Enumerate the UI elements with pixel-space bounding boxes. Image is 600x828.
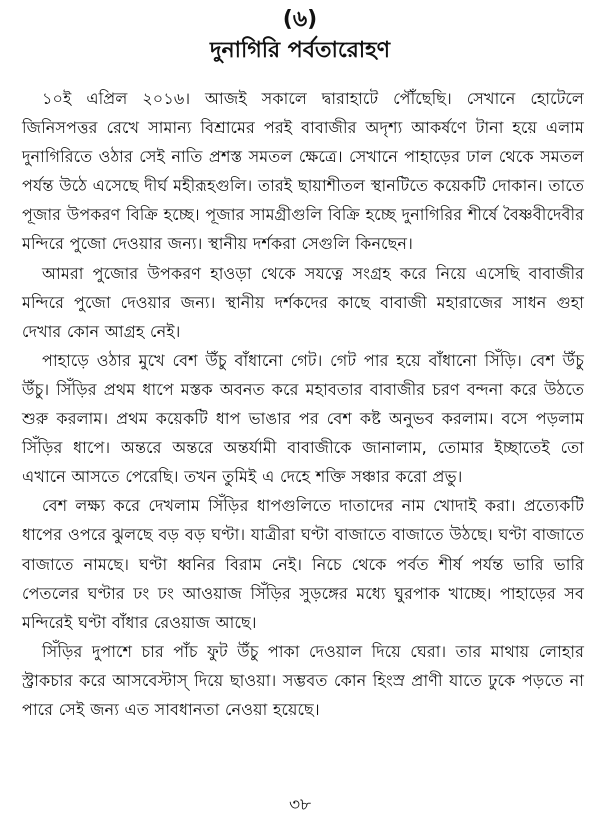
chapter-title: দুনাগিরি পর্বতারোহণ <box>209 38 391 63</box>
page-number: ৩৮ <box>288 795 312 815</box>
paragraph: পাহাড়ে ওঠার মুখে বেশ উঁচু বাঁধানো গেট। গেট পার হয়ে বাঁধানো সিঁড়ি। বেশ উঁচু উঁচু। সিঁড়ির প্রথম ধাপে মস্তক অবনত করে মহাবতার বাবাজীর চরণ বন্দনা করে উঠতে শুরু করলাম। প্রথম কয়েকটি ধাপ ভাঙার পর বেশ কষ্ট অনুভব করলাম। বসে পড়লাম সিঁড়ির ধাপে। অন্তরে অন্তরে অন্তর্যামী বাবাজীকে জানালাম, তোমার ইচ্ছাতেই তো এখানে আসতে পেরেছি। তখন তুমিই এ দেহে শক্তি সঞ্চার করো প্রভু। <box>22 350 584 487</box>
body-text <box>22 84 584 724</box>
chapter-number: (৬) <box>282 7 318 32</box>
paragraph: বেশ লক্ষ্য করে দেখলাম সিঁড়ির ধাপগুলিতে দাতাদের নাম খোদাই করা। প্রত্যেকটি ধাপের ওপরে ঝুলছে বড় বড় ঘণ্টা। যাত্রীরা ঘণ্টা বাজাতে বাজাতে উঠছে। ঘণ্টা বাজাতে বাজাতে নামছে। ঘণ্টা ধ্বনির বিরাম নেই। নিচে থেকে পর্বত শীর্ষ পর্যন্ত ভারি ভারি পেতলের ঘণ্টার ঢং ঢং আওয়াজ সিঁড়ির সুড়ঙ্গের মধ্যে ঘুরপাক খাচ্ছে। পাহাড়ের সব মন্দিরেই ঘণ্টা বাঁধার রেওয়াজ আছে। <box>22 496 584 632</box>
paragraph: আমরা পুজোর উপকরণ হাওড়া থেকে সযত্নে সংগ্রহ করে নিয়ে এসেছি বাবাজীর মন্দিরে পুজো দেওয়ার জন্য। স্থানীয় দর্শকদের কাছে বাবাজী মহারাজের সাধন গুহা দেখার কোন আগ্রহ নেই। <box>22 263 584 341</box>
paragraph: সিঁড়ির দুপাশে চার পাঁচ ফুট উঁচু পাকা দেওয়াল দিয়ে ঘেরা। তার মাথায় লোহার স্ট্রাকচার করে আসবেস্টাস্ দিয়ে ছাওয়া। সম্ভবত কোন হিংস্র প্রাণী যাতে ঢুকে পড়তে না পারে সেই জন্য এত সাবধানতা নেওয়া হয়েছে। <box>22 641 584 719</box>
paragraph: ১০ই এপ্রিল ২০১৬। আজই সকালে দ্বারাহাটে পৌঁছেছি। সেখানে হোটেলে জিনিসপত্তর রেখে সামান্য বিশ্রামের পরই বাবাজীর অদৃশ্য আকর্ষণে টানা হয়ে এলাম দুনাগিরিতে ওঠার সেই নাতি প্রশস্ত সমতল ক্ষেত্রে। সেখানে পাহাড়ের ঢাল থেকে সমতল পর্যন্ত উঠে এসেছে দীর্ঘ মহীরূহগুলি। তারই ছায়াশীতল স্থানটিতে কয়েকটি দোকান। তাতে পূজার উপকরণ বিক্রি হচ্ছে। পূজার সামগ্রীগুলি বিক্রি হচ্ছে দুনাগিরির শীর্ষে বৈষ্ণবীদেবীর মন্দিরে পুজো দেওয়ার জন্য। স্থানীয় দর্শকরা সেগুলি কিনছেন। <box>22 89 584 254</box>
